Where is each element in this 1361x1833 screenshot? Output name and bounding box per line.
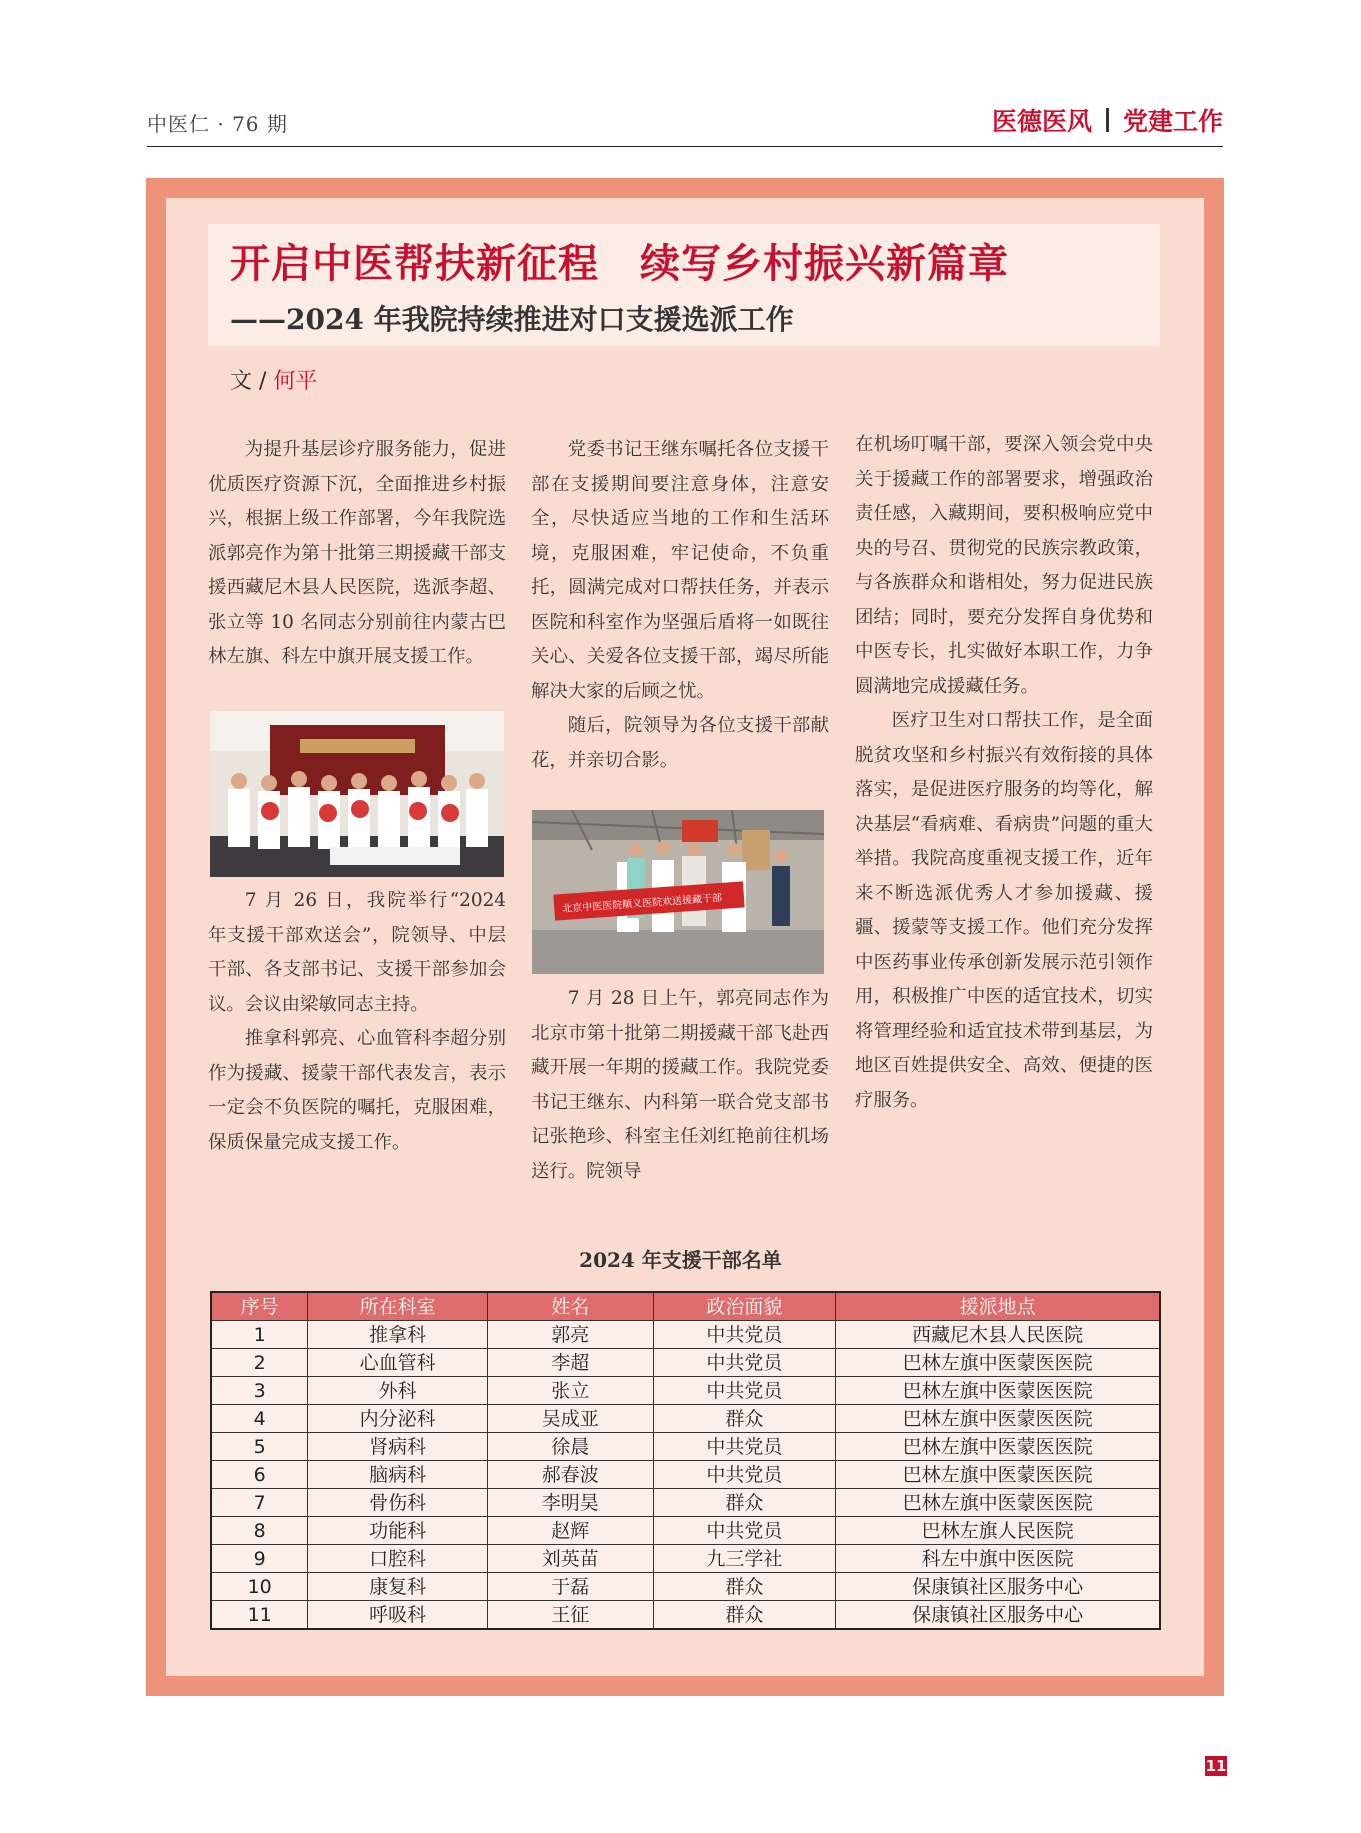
cell-no: 3 bbox=[211, 1377, 308, 1405]
cell-name: 赵辉 bbox=[487, 1517, 653, 1545]
cell-location: 保康镇社区服务中心 bbox=[836, 1601, 1160, 1630]
cell-name: 吴成亚 bbox=[487, 1405, 653, 1433]
cell-location: 巴林左旗人民医院 bbox=[836, 1517, 1160, 1545]
cell-no: 1 bbox=[211, 1321, 308, 1349]
cell-dept: 口腔科 bbox=[308, 1545, 488, 1573]
table-row bbox=[211, 1601, 1160, 1630]
paragraph: 7 月 26 日，我院举行“2024 年支援干部欢送会”，院领导、中层干部、各支部书记、支援干部参加会议。会议由梁敏同志主持。 bbox=[208, 890, 506, 1015]
cell-no: 7 bbox=[211, 1489, 308, 1517]
table-row bbox=[211, 1461, 1160, 1489]
paragraph: 随后，院领导为各位支援干部献花，并亲切合影。 bbox=[531, 715, 829, 771]
farewell-meeting-photo bbox=[210, 711, 504, 877]
table-row bbox=[211, 1377, 1160, 1405]
cell-location: 巴林左旗中医蒙医医院 bbox=[836, 1349, 1160, 1377]
cell-dept: 肾病科 bbox=[308, 1433, 488, 1461]
section-tags bbox=[992, 102, 1223, 138]
cell-name: 于磊 bbox=[487, 1573, 653, 1601]
cell-location: 科左中旗中医医院 bbox=[836, 1545, 1160, 1573]
cell-political: 中共党员 bbox=[653, 1321, 836, 1349]
section-divider bbox=[1106, 108, 1109, 132]
column-3 bbox=[855, 428, 1153, 1118]
cell-location: 西藏尼木县人民医院 bbox=[836, 1321, 1160, 1349]
cell-political: 中共党员 bbox=[653, 1349, 836, 1377]
cell-no: 9 bbox=[211, 1545, 308, 1573]
byline-prefix: 文 / bbox=[230, 369, 274, 394]
journal-issue: 中医仁 · 76 期 bbox=[147, 112, 288, 136]
header-rule bbox=[147, 146, 1223, 147]
cell-political: 群众 bbox=[653, 1573, 836, 1601]
cell-political: 群众 bbox=[653, 1601, 836, 1630]
cell-no: 4 bbox=[211, 1405, 308, 1433]
cell-location: 巴林左旗中医蒙医医院 bbox=[836, 1405, 1160, 1433]
col-header-no: 序号 bbox=[211, 1292, 308, 1321]
cell-dept: 外科 bbox=[308, 1377, 488, 1405]
page-number: 11 bbox=[1205, 1757, 1227, 1775]
cell-name: 刘英苗 bbox=[487, 1545, 653, 1573]
section-tag-party: 党建工作 bbox=[1122, 107, 1223, 136]
banner-text: 北京中医医院顺义医院欢送援藏干部 bbox=[562, 892, 723, 916]
table-row bbox=[211, 1545, 1160, 1573]
section-tag-ethics: 医德医风 bbox=[991, 107, 1092, 136]
paragraph: 7 月 28 日上午，郭亮同志作为北京市第十批第二期援藏干部飞赴西藏开展一年期的援藏工作。我院党委书记王继东、内科第一联合党支部书记张艳珍、科室主任刘红艳前往机场送行。院领导 bbox=[531, 988, 829, 1182]
column-2-top bbox=[531, 433, 829, 778]
cell-name: 郭亮 bbox=[487, 1321, 653, 1349]
col-header-dept: 所在科室 bbox=[308, 1292, 488, 1321]
cell-dept: 推拿科 bbox=[308, 1321, 488, 1349]
cell-political: 中共党员 bbox=[653, 1517, 836, 1545]
cell-name: 李超 bbox=[487, 1349, 653, 1377]
table-row bbox=[211, 1433, 1160, 1461]
cell-no: 11 bbox=[211, 1601, 308, 1630]
paragraph: 推拿科郭亮、心血管科李超分别作为援藏、援蒙干部代表发言，表示一定会不负医院的嘱托，克服困难，保质保量完成支援工作。 bbox=[208, 1028, 506, 1153]
cell-name: 郝春波 bbox=[487, 1461, 653, 1489]
cell-political: 中共党员 bbox=[653, 1377, 836, 1405]
cell-dept: 心血管科 bbox=[308, 1349, 488, 1377]
cell-name: 张立 bbox=[487, 1377, 653, 1405]
roster-title: 2024 年支援干部名单 bbox=[579, 1248, 782, 1272]
table-row bbox=[211, 1517, 1160, 1545]
cell-name: 李明昊 bbox=[487, 1489, 653, 1517]
cell-dept: 脑病科 bbox=[308, 1461, 488, 1489]
author-name: 何平 bbox=[273, 369, 318, 394]
cell-name: 王征 bbox=[487, 1601, 653, 1630]
col-header-name: 姓名 bbox=[487, 1292, 653, 1321]
cell-no: 2 bbox=[211, 1349, 308, 1377]
column-1-bottom bbox=[208, 884, 506, 1160]
cell-location: 保康镇社区服务中心 bbox=[836, 1573, 1160, 1601]
column-2-bottom bbox=[531, 982, 829, 1189]
cell-no: 5 bbox=[211, 1433, 308, 1461]
col-header-location: 援派地点 bbox=[836, 1292, 1160, 1321]
cell-dept: 功能科 bbox=[308, 1517, 488, 1545]
table-row bbox=[211, 1573, 1160, 1601]
paragraph: 医疗卫生对口帮扶工作，是全面脱贫攻坚和乡村振兴有效衔接的具体落实，是促进医疗服务的均等化，解决基层“看病难、看病贵”问题的重大举措。我院高度重视支援工作，近年来不断选派优秀人才参加援藏、援疆、援蒙等支援工作。他们充分发挥中医药事业传承创新发展示范引领作用，积极推广中医的适宜技术，切实将管理经验和适宜技术带到基层，为地区百姓提供安全、高效、便捷的医疗服务。 bbox=[855, 710, 1153, 1111]
cell-political: 九三学社 bbox=[653, 1545, 836, 1573]
table-row bbox=[211, 1489, 1160, 1517]
paragraph: 为提升基层诊疗服务能力，促进优质医疗资源下沉，全面推进乡村振兴，根据上级工作部署，今年我院选派郭亮作为第十批第三期援藏干部支援西藏尼木县人民医院，选派李超、张立等 10 名同志分别前往内蒙古巴林左旗、科左中旗开展支援工作。 bbox=[208, 439, 506, 667]
roster-header-row bbox=[211, 1292, 1160, 1321]
cell-location: 巴林左旗中医蒙医医院 bbox=[836, 1489, 1160, 1517]
byline bbox=[230, 364, 317, 395]
cell-location: 巴林左旗中医蒙医医院 bbox=[836, 1433, 1160, 1461]
airport-sendoff-photo bbox=[532, 810, 824, 974]
paragraph: 在机场叮嘱干部，要深入领会党中央关于援藏工作的部署要求，增强政治责任感，入藏期间，要积极响应党中央的号召、贯彻党的民族宗教政策，与各族群众和谐相处，努力促进民族团结；同时，要充分发挥自身优势和中医专长，扎实做好本职工作，力争圆满地完成援藏任务。 bbox=[855, 434, 1153, 697]
cell-political: 中共党员 bbox=[653, 1433, 836, 1461]
article-title: 开启中医帮扶新征程 续写乡村振兴新篇章 bbox=[230, 240, 1009, 287]
col-header-political: 政治面貌 bbox=[653, 1292, 836, 1321]
cell-political: 中共党员 bbox=[653, 1461, 836, 1489]
paragraph: 党委书记王继东嘱托各位支援干部在支援期间要注意身体，注意安全，尽快适应当地的工作和生活环境，克服困难，牢记使命，不负重托，圆满完成对口帮扶任务，并表示医院和科室作为坚强后盾将一如既往关心、关爱各位支援干部，竭尽所能解决大家的后顾之忧。 bbox=[531, 439, 829, 702]
cell-name: 徐晨 bbox=[487, 1433, 653, 1461]
cell-political: 群众 bbox=[653, 1405, 836, 1433]
table-row bbox=[211, 1321, 1160, 1349]
cell-no: 10 bbox=[211, 1573, 308, 1601]
cell-location: 巴林左旗中医蒙医医院 bbox=[836, 1377, 1160, 1405]
cell-location: 巴林左旗中医蒙医医院 bbox=[836, 1461, 1160, 1489]
article-subtitle: ——2024 年我院持续推进对口支援选派工作 bbox=[230, 303, 794, 336]
column-1-top bbox=[208, 433, 506, 675]
cell-dept: 骨伤科 bbox=[308, 1489, 488, 1517]
table-row bbox=[211, 1405, 1160, 1433]
cell-no: 8 bbox=[211, 1517, 308, 1545]
cell-political: 群众 bbox=[653, 1489, 836, 1517]
cell-dept: 康复科 bbox=[308, 1573, 488, 1601]
cell-dept: 内分泌科 bbox=[308, 1405, 488, 1433]
roster-table bbox=[210, 1291, 1161, 1630]
table-row bbox=[211, 1349, 1160, 1377]
cell-dept: 呼吸科 bbox=[308, 1601, 488, 1630]
cell-no: 6 bbox=[211, 1461, 308, 1489]
